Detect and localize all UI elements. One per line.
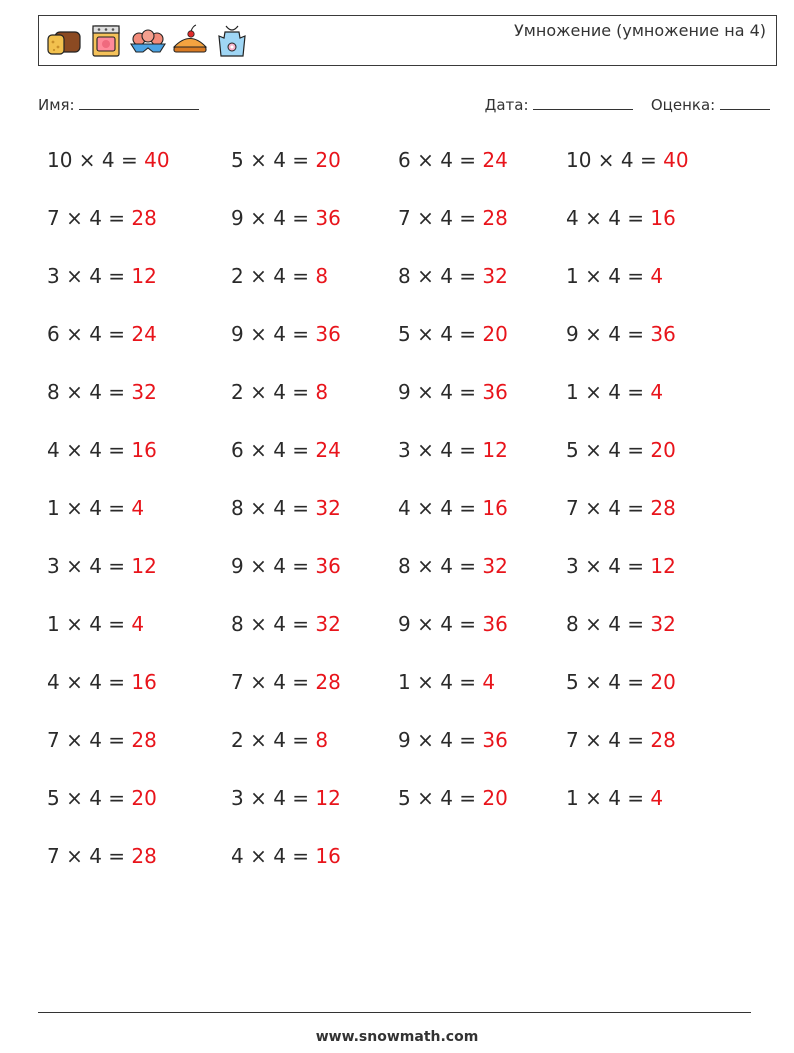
problem — [398, 322, 508, 346]
problem — [566, 264, 663, 288]
problem-answer: 12 — [315, 786, 341, 810]
problem-expression: 1 × 4 = — [47, 496, 132, 520]
problem-answer: 28 — [131, 844, 157, 868]
name-label: Имя: — [38, 96, 75, 114]
date-label: Дата: — [484, 96, 529, 114]
problem-expression: 8 × 4 = — [398, 554, 483, 578]
problem-expression: 4 × 4 = — [47, 438, 132, 462]
problem-expression: 2 × 4 = — [231, 728, 316, 752]
problem — [47, 206, 157, 230]
score-label: Оценка: — [650, 96, 716, 114]
worksheet-title: Умножение (умножение на 4) — [514, 21, 766, 40]
problem — [566, 148, 689, 172]
problem-answer: 28 — [131, 728, 157, 752]
problem-answer: 36 — [482, 728, 508, 752]
problem-expression: 4 × 4 = — [231, 844, 316, 868]
problem-expression: 7 × 4 = — [398, 206, 483, 230]
problem — [398, 670, 495, 694]
problem-answer: 36 — [315, 322, 341, 346]
problem — [398, 264, 508, 288]
problem — [566, 322, 676, 346]
problem — [231, 438, 341, 462]
problem-expression: 6 × 4 = — [231, 438, 316, 462]
problem — [47, 670, 157, 694]
problem — [231, 206, 341, 230]
problem-expression: 9 × 4 = — [398, 380, 483, 404]
problem-expression: 4 × 4 = — [566, 206, 651, 230]
problem-answer: 32 — [131, 380, 157, 404]
problem-answer: 12 — [131, 554, 157, 578]
problem-answer: 8 — [315, 380, 329, 404]
problem-expression: 5 × 4 = — [566, 670, 651, 694]
problem-expression: 3 × 4 = — [566, 554, 651, 578]
problem — [566, 786, 663, 810]
problem-answer: 28 — [650, 728, 676, 752]
problem — [398, 786, 508, 810]
problem-answer: 20 — [650, 670, 676, 694]
problem-answer: 16 — [482, 496, 508, 520]
problem — [231, 554, 341, 578]
problem-answer: 32 — [482, 554, 508, 578]
problem-answer: 40 — [144, 148, 170, 172]
problem — [47, 148, 170, 172]
problem-expression: 1 × 4 = — [566, 786, 651, 810]
problem-answer: 4 — [650, 380, 664, 404]
problem-expression: 5 × 4 = — [398, 786, 483, 810]
problem — [231, 670, 341, 694]
problem — [47, 728, 157, 752]
problem-answer: 24 — [131, 322, 157, 346]
problem-expression: 9 × 4 = — [231, 206, 316, 230]
problem-answer: 32 — [315, 496, 341, 520]
problem-expression: 8 × 4 = — [231, 496, 316, 520]
problem — [566, 554, 676, 578]
problem-expression: 5 × 4 = — [231, 148, 316, 172]
problem-expression: 1 × 4 = — [566, 264, 651, 288]
problem — [231, 380, 328, 404]
problem-answer: 40 — [663, 148, 689, 172]
problem-answer: 16 — [131, 670, 157, 694]
problem-expression: 4 × 4 = — [398, 496, 483, 520]
problem — [231, 496, 341, 520]
footer-url: www.snowmath.com — [315, 1029, 479, 1045]
problem-answer: 16 — [131, 438, 157, 462]
problem-expression: 6 × 4 = — [47, 322, 132, 346]
problem-expression: 1 × 4 = — [566, 380, 651, 404]
problem-expression: 9 × 4 = — [231, 322, 316, 346]
problem — [398, 380, 508, 404]
problem-expression: 7 × 4 = — [566, 728, 651, 752]
problem — [47, 264, 157, 288]
problem-answer: 28 — [650, 496, 676, 520]
problem — [47, 786, 157, 810]
problem-expression: 1 × 4 = — [47, 612, 132, 636]
problem — [231, 844, 341, 868]
problem-expression: 8 × 4 = — [47, 380, 132, 404]
problem — [231, 322, 341, 346]
problem-answer: 4 — [131, 496, 145, 520]
problem-answer: 32 — [315, 612, 341, 636]
problem-expression: 5 × 4 = — [47, 786, 132, 810]
problem-answer: 8 — [315, 728, 329, 752]
problem-answer: 12 — [131, 264, 157, 288]
problem-answer: 28 — [131, 206, 157, 230]
problem-answer: 28 — [482, 206, 508, 230]
problem — [398, 496, 508, 520]
problem-expression: 8 × 4 = — [398, 264, 483, 288]
problem-expression: 7 × 4 = — [47, 844, 132, 868]
problem — [566, 206, 676, 230]
problem-answer: 32 — [482, 264, 508, 288]
problem — [47, 322, 157, 346]
problem-expression: 4 × 4 = — [47, 670, 132, 694]
footer-rule — [38, 1012, 751, 1013]
problem-answer: 20 — [482, 786, 508, 810]
problem-expression: 3 × 4 = — [231, 786, 316, 810]
problem-answer: 20 — [482, 322, 508, 346]
problem — [231, 148, 341, 172]
problem-answer: 20 — [315, 148, 341, 172]
problem-answer: 16 — [650, 206, 676, 230]
problem-expression: 7 × 4 = — [47, 728, 132, 752]
problem — [398, 728, 508, 752]
problem — [566, 438, 676, 462]
problem-answer: 12 — [482, 438, 508, 462]
problem-expression: 1 × 4 = — [398, 670, 483, 694]
problem-expression: 10 × 4 = — [47, 148, 145, 172]
problem — [231, 264, 328, 288]
problem-answer: 8 — [315, 264, 329, 288]
problem-expression: 7 × 4 = — [47, 206, 132, 230]
problem-answer: 36 — [315, 554, 341, 578]
problem-answer: 36 — [650, 322, 676, 346]
problem — [231, 612, 341, 636]
problem-expression: 8 × 4 = — [231, 612, 316, 636]
problem-answer: 32 — [650, 612, 676, 636]
problem-answer: 4 — [650, 264, 664, 288]
problem-answer: 28 — [315, 670, 341, 694]
problem — [231, 728, 328, 752]
problem — [566, 380, 663, 404]
problem-expression: 9 × 4 = — [231, 554, 316, 578]
problem-answer: 12 — [650, 554, 676, 578]
problem — [398, 206, 508, 230]
problem — [398, 148, 508, 172]
problem-expression: 7 × 4 = — [231, 670, 316, 694]
problem — [47, 380, 157, 404]
problem-answer: 4 — [131, 612, 145, 636]
problem-answer: 20 — [131, 786, 157, 810]
problem — [47, 496, 144, 520]
problem-expression: 7 × 4 = — [566, 496, 651, 520]
problem — [398, 438, 508, 462]
problem-expression: 2 × 4 = — [231, 264, 316, 288]
problem-expression: 9 × 4 = — [398, 728, 483, 752]
problem-answer: 36 — [482, 380, 508, 404]
problem-answer: 36 — [482, 612, 508, 636]
problem — [566, 728, 676, 752]
problem-expression: 2 × 4 = — [231, 380, 316, 404]
problem-answer: 36 — [315, 206, 341, 230]
problem — [566, 612, 676, 636]
problem-expression: 5 × 4 = — [566, 438, 651, 462]
problem-answer: 4 — [650, 786, 664, 810]
problem — [231, 786, 341, 810]
problem-answer: 24 — [315, 438, 341, 462]
problem-answer: 16 — [315, 844, 341, 868]
problem-answer: 24 — [482, 148, 508, 172]
problem — [47, 438, 157, 462]
problem — [47, 554, 157, 578]
problem — [398, 554, 508, 578]
problem-expression: 3 × 4 = — [47, 554, 132, 578]
problem-expression: 8 × 4 = — [566, 612, 651, 636]
problem-expression: 3 × 4 = — [47, 264, 132, 288]
problem — [566, 496, 676, 520]
problem — [566, 670, 676, 694]
problem — [398, 612, 508, 636]
problem-expression: 3 × 4 = — [398, 438, 483, 462]
problem-expression: 9 × 4 = — [398, 612, 483, 636]
problem-answer: 20 — [650, 438, 676, 462]
problem-expression: 10 × 4 = — [566, 148, 664, 172]
problem-expression: 5 × 4 = — [398, 322, 483, 346]
problem-expression: 9 × 4 = — [566, 322, 651, 346]
problem — [47, 844, 157, 868]
problem-answer: 4 — [482, 670, 496, 694]
problem — [47, 612, 144, 636]
problem-expression: 6 × 4 = — [398, 148, 483, 172]
